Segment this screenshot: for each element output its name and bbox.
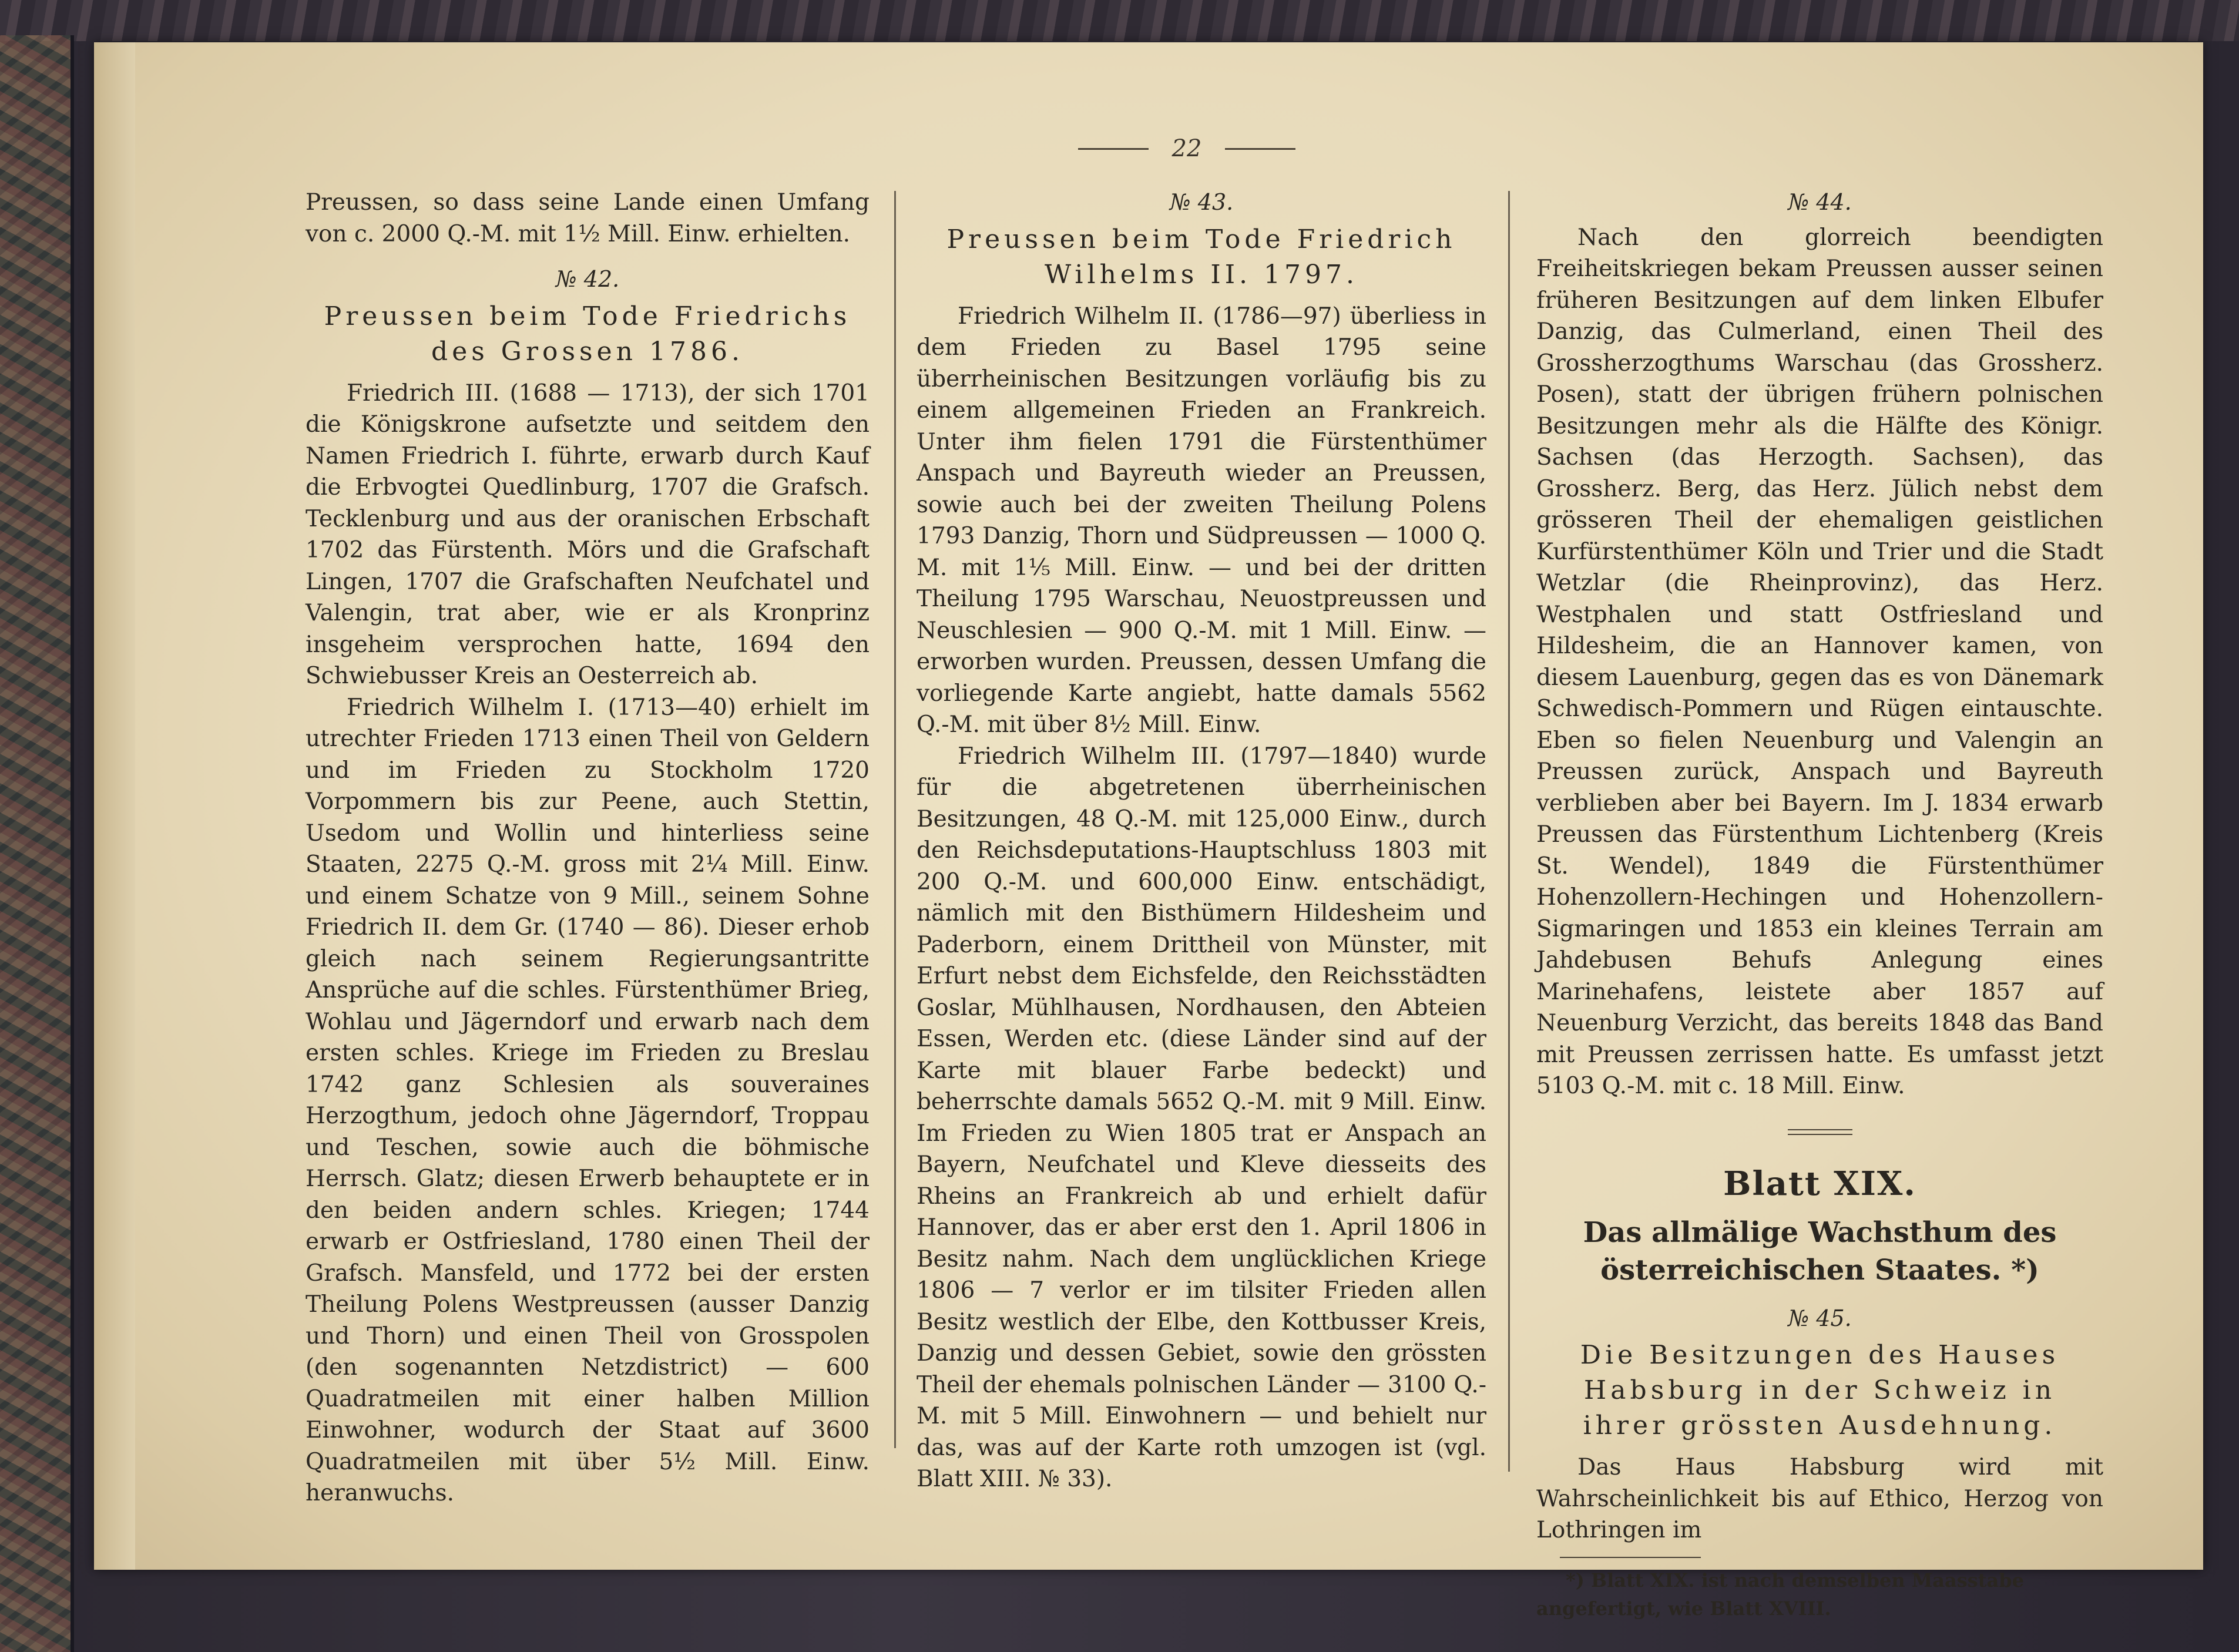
section-42-paragraph-1: Friedrich III. (1688 — 1713), der sich 1701 die Königskrone aufsetzte und seitdem den Namen Friedrich I. führte, erwarb durch Kauf die Erbvogtei Quedlinburg, 1707 die Grafsch. Tecklenburg und aus der oranischen Erbschaft 1702 das Fürstenth. Mörs und die Grafschaft Lingen, 1707 die Grafschaften Neufchatel und Valengin, trat aber, wie er als Kronprinz insgeheim versprochen hatte, 1694 den Schwiebusser Kreis an Oesterreich ab.: [306, 380, 870, 689]
section-heading-42: Preussen beim Tode Friedrichs des Grossen 1786.: [324, 301, 851, 367]
ornamental-divider: [1788, 1129, 1852, 1135]
section-43-paragraph-2: Friedrich Wilhelm III. (1797—1840) wurde für die abgetretenen überrheinischen Besitzungen, 48 Q.-M. mit 125,000 Einw., durch den Reichsdeputations-Hauptschluss 1803 mit 200 Q.-M. und 600,000 Einw. entschädigt, nämlich mit den Bisthümern Hildesheim und Paderborn, einem Drittheil von Münster, mit Erfurt nebst dem Eichsfelde, den Reichsstädten Goslar, Mühlhausen, Nordhausen, den Abteien Essen, Werden etc. (diese Länder sind auf der Karte mit blauer Farbe bedeckt) und beherrschte damals 5652 Q.-M. mit 9 Mill. Einw. Im Frieden zu Wien 1805 trat er Anspach an Bayern, Neufchatel und Kleve diesseits des Rheins an Frankreich ab und erhielt dafür Hannover, das er aber erst den 1. April 1806 in Besitz nahm. Nach dem unglücklichen Kriege 1806 — 7 verlor er im tilsiter Frieden allen Besitz westlich der Elbe, den Kottbusser Kreis, Danzig und dessen Gebiet, sowie den grössten Theil der ehemals polnischen Länder — 3100 Q.-M. mit 5 Mill. Einwohnern — und behielt nur das, was auf der Karte roth umzogen ist (vgl. Blatt XIII. № 33).: [917, 743, 1486, 1492]
section-number-44: № 44.: [1788, 189, 1852, 215]
section-43-paragraph-1: Friedrich Wilhelm II. (1786—97) überliess in dem Frieden zu Basel 1795 seine überrheinischen Besitzungen vorläufig bis zu einem allgemeinen Frieden an Frankreich. Unter ihm fielen 1791 die Fürstenthümer Anspach und Bayreuth wieder an Preussen, sowie auch bei der zweiten Theilung Polens 1793 Danzig, Thorn und Südpreussen — 1000 Q. M. mit 1⅕ Mill. Einw. — und bei der dritten Theilung 1795 Warschau, Neuostpreussen und Neuschlesien — 900 Q.-M. mit 1 Mill. Einw. — erworben wurden. Preussen, dessen Umfang die vorliegende Karte angiebt, hatte damals 5562 Q.-M. mit über 8½ Mill. Einw.: [917, 303, 1486, 738]
section-45-paragraph-1: Das Haus Habsburg wird mit Wahrscheinlichkeit bis auf Ethico, Herzog von Lothringen im: [1536, 1454, 2103, 1543]
section-number-43: № 43.: [1169, 189, 1234, 215]
header-rule-right: [1225, 148, 1295, 150]
marbled-book-edge: [0, 35, 74, 1652]
blatt-subtitle: Das allmälige Wachsthum des österreichischen Staates. *): [1583, 1216, 2057, 1287]
page-header: [1069, 135, 1304, 162]
column-divider-left: [894, 191, 896, 1448]
blatt-title: Blatt XIX.: [1723, 1164, 1916, 1203]
page-gutter: [94, 42, 135, 1570]
header-rule-left: [1078, 148, 1149, 150]
book-top-edge: [0, 0, 2239, 41]
column-divider-right: [1508, 191, 1510, 1472]
section-number-45: № 45.: [1788, 1305, 1852, 1331]
section-44-paragraph-1: Nach den glorreich beendigten Freiheitskriegen bekam Preussen ausser seinen früheren Besitzungen auf dem linken Elbufer Danzig, das Culmerland, einen Theil des Grossherzogthums Warschau (das Grossherz. Posen), statt der übrigen frühern polnischen Besitzungen mehr als die Hälfte des Königr. Sachsen (das Herzogth. Sachsen), das Grossherz. Berg, das Herz. Jülich nebst dem grösseren Theil der ehemaligen geistlichen Kurfürstenthümer Köln und Trier und die Stadt Wetzlar (die Rheinprovinz), das Herz. Westphalen und statt Ostfriesland und Hildesheim, die an Hannover kamen, von diesem Lauenburg, gegen das es von Dänemark Schwedisch-Pommern und Rügen eintauschte. Eben so fielen Neuenburg und Valengin an Preussen zurück, Anspach und Bayreuth verblieben aber bei Bayern. Im J. 1834 erwarb Preussen das Fürstenthum Lichtenberg (Kreis St. Wendel), 1849 die Fürstenthümer Hohenzollern-Hechingen und Hohenzollern-Sigmaringen und 1853 ein kleines Terrain am Jahdebusen Behufs Anlegung eines Marinehafens, leistete aber 1857 auf Neuenburg Verzicht, das bereits 1848 das Band mit Preussen zerrissen hatte. Es umfasst jetzt 5103 Q.-M. mit c. 18 Mill. Einw.: [1536, 224, 2103, 1099]
page-number: 22: [1171, 135, 1202, 162]
section-heading-45: Die Besitzungen des Hauses Habsburg in der Schweiz in ihrer grössten Ausdehnung.: [1580, 1340, 2060, 1441]
right-column: [1536, 187, 2103, 1623]
section-number-42: № 42.: [555, 266, 620, 292]
footnote: *) Blatt XIX. ist nach demselben Maasstabe angefertigt, wie Blatt XVIII.: [1536, 1569, 2024, 1620]
section-heading-43: Preussen beim Tode Friedrich Wilhelms II. 1797.: [946, 224, 1456, 290]
section-42-paragraph-2: Friedrich Wilhelm I. (1713—40) erhielt im utrechter Frieden 1713 einen Theil von Geldern und im Frieden zu Stockholm 1720 Vorpommern bis zur Peene, auch Stettin, Usedom und Wollin und hinterliess seine Staaten, 2275 Q.-M. gross mit 2¼ Mill. Einw. und einem Schatze von 9 Mill., seinem Sohne Friedrich II. dem Gr. (1740 — 86). Dieser erhob gleich nach seinem Regierungsantritte Ansprüche auf die schles. Fürstenthümer Brieg, Wohlau und Jägerndorf und erwarb nach dem ersten schles. Kriege im Frieden zu Breslau 1742 ganz Schlesien als souveraines Herzogthum, jedoch ohne Jägerndorf, Troppau und Teschen, sowie auch die böhmische Herrsch. Glatz; diesen Erwerb behauptete er in den beiden andern schles. Kriegen; 1744 erwarb er Ostfriesland, 1780 einen Theil der Grafsch. Mansfeld, und 1772 bei der ersten Theilung Polens Westpreussen (ausser Danzig und Thorn) und einen Theil von Grosspolen (den sogenannten Netzdistrict) — 600 Quadratmeilen mit einer halben Million Einwohner, wodurch der Staat auf 3600 Quadratmeilen mit über 5½ Mill. Einw. heranwuchs.: [306, 694, 870, 1506]
continued-text: Preussen, so dass seine Lande einen Umfang von c. 2000 Q.-M. mit 1½ Mill. Einw. erhielten.: [306, 189, 870, 247]
middle-column: [917, 187, 1486, 1495]
footnote-rule: [1560, 1557, 1701, 1558]
left-column: [306, 187, 870, 1509]
